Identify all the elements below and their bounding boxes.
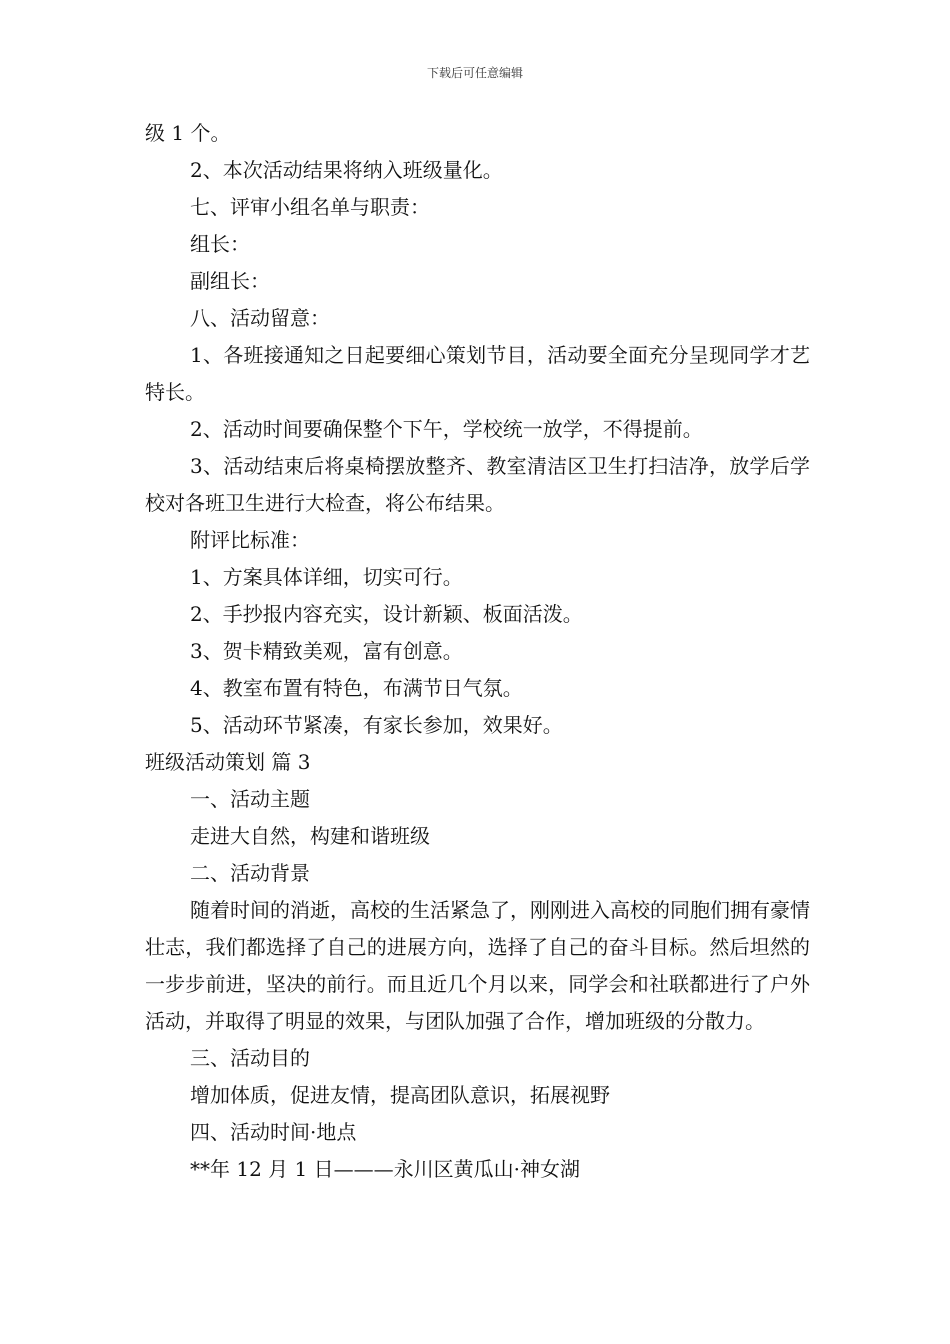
document-body	[145, 115, 810, 1188]
paragraph: **年 12 月 1 日———永川区黄瓜山·神女湖	[190, 1157, 580, 1181]
document-title: 班级活动策划 篇 3	[145, 750, 311, 774]
paragraph: 2、本次活动结果将纳入班级量化。	[190, 158, 503, 182]
list-item: 3、贺卡精致美观，富有创意。	[190, 639, 463, 663]
paragraph: 走进大自然，构建和谐班级	[190, 824, 430, 848]
section-heading: 附评比标准：	[190, 528, 310, 552]
list-item: 1、方案具体详细，切实可行。	[190, 565, 463, 589]
section-heading: 三、活动目的	[190, 1046, 310, 1070]
list-item: 5、活动环节紧凑，有家长参加，效果好。	[190, 713, 563, 737]
paragraph: 2、活动时间要确保整个下午，学校统一放学，不得提前。	[190, 417, 703, 441]
list-item: 4、教室布置有特色，布满节日气氛。	[190, 676, 523, 700]
page-header-note: 下载后可任意编辑	[426, 66, 523, 80]
section-heading: 四、活动时间·地点	[190, 1120, 357, 1144]
paragraph: 随着时间的消逝，高校的生活紧急了，刚刚进入高校的同胞们拥有豪情壮志，我们都选择了自己的进展方向，选择了自己的奋斗目标。然后坦然的一步步前进，坚决的前行。而且近几个月以来，同学会和社联都进行了户外活动，并取得了明显的效果，与团队加强了合作，增加班级的分散力。	[145, 898, 810, 1033]
paragraph: 1、各班接通知之日起要细心策划节目，活动要全面充分呈现同学才艺特长。	[145, 343, 810, 404]
section-heading: 八、活动留意：	[190, 306, 330, 330]
paragraph: 级 1 个。	[145, 121, 231, 145]
paragraph: 增加体质，促进友情，提高团队意识，拓展视野	[190, 1083, 610, 1107]
paragraph: 组长：	[190, 232, 250, 256]
paragraph: 副组长：	[190, 269, 270, 293]
section-heading: 一、活动主题	[190, 787, 310, 811]
section-heading: 二、活动背景	[190, 861, 310, 885]
paragraph: 3、活动结束后将桌椅摆放整齐、教室清洁区卫生打扫洁净，放学后学校对各班卫生进行大检查，将公布结果。	[145, 454, 810, 515]
list-item: 2、手抄报内容充实，设计新颖、板面活泼。	[190, 602, 583, 626]
section-heading: 七、评审小组名单与职责：	[190, 195, 430, 219]
